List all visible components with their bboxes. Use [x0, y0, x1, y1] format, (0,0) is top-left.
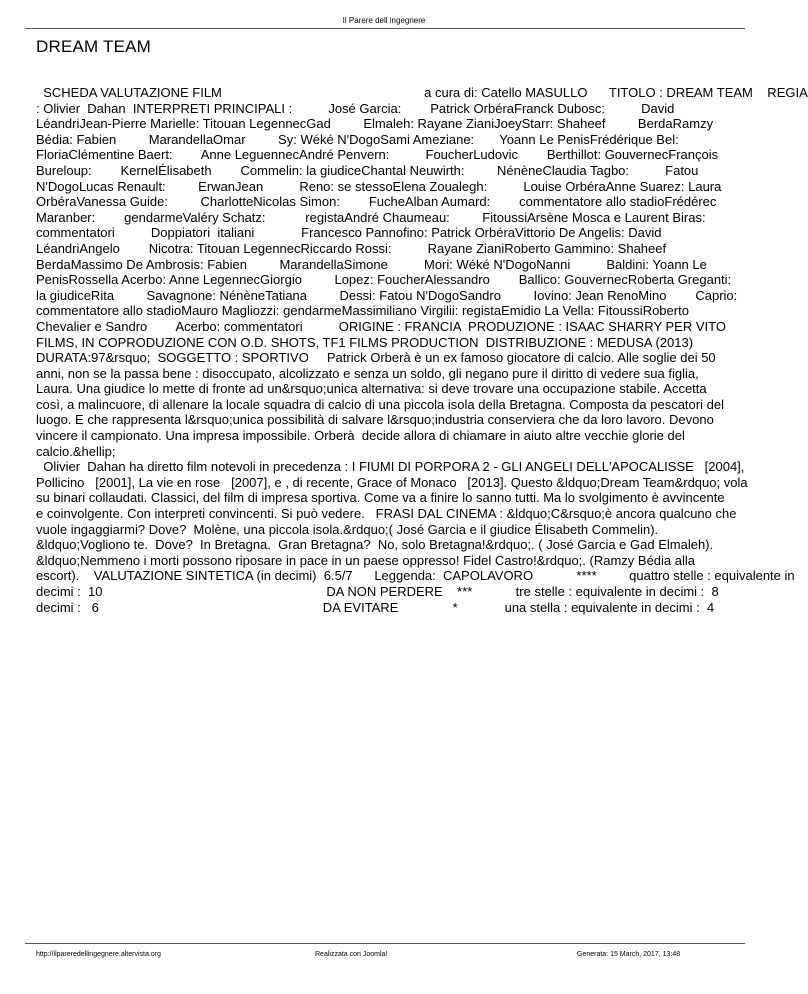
article-title: DREAM TEAM: [36, 37, 152, 56]
article-body: [36, 85, 808, 615]
body-line: e coinvolgente. Con interpreti convincenti. Si può vedere. FRASI DAL CINEMA : &ldquo;C&rsquo;è ancora qualcuno che: [36, 506, 737, 522]
body-line: &ldquo;Vogliono te. Dove? In Bretagna. Gran Bretagna? No, solo Bretagna!&rdquo;. ( José Garcia e Gad Elmaleh).: [36, 537, 714, 553]
body-line: Laura. Una giudice lo mette di fronte ad un&rsquo;unica alternativa: si deve trovare una occupazione stabile. Accetta: [36, 381, 707, 397]
body-line: SCHEDA VALUTAZIONE FILM a cura di: Catello MASULLO TITOLO : DREAM TEAM REGIA: [36, 85, 808, 100]
body-line: Chevalier e Sandro Acerbo: commentatori ORIGINE : FRANCIA PRODUZIONE : ISAAC SHARRY PER VITO: [36, 318, 726, 334]
body-line: Olivier Dahan ha diretto film notevoli in precedenza : I FIUMI DI PORPORA 2 - GLI ANGELI DELL'APOCALISSE [2004],: [36, 459, 745, 475]
body-line: Maranber: gendarmeValéry Schatz: registaAndré Chaumeau: FitoussiArsène Mosca e Laurent Biras:: [36, 209, 706, 225]
body-line: commentatore allo stadioMauro Magliozzi: gendarmeMassimiliano Virgilii: registaEmidio La Vella: FitoussiRoberto: [36, 303, 689, 319]
body-line: escort). VALUTAZIONE SINTETICA (in decimi) 6.5/7 Leggenda: CAPOLAVORO **** quattro stelle : equivalente in: [36, 568, 795, 584]
body-line: Pollicino [2001], La vie en rose [2007], e , di recente, Grace of Monaco [2013]. Questo &ldquo;Dream Team&rdquo; vola: [36, 474, 748, 490]
body-line: calcio.&hellip;: [36, 443, 116, 459]
body-line: la giudiceRita Savagnone: NénèneTatiana Dessi: Fatou N'DogoSandro Iovino: Jean RenoMino Caprio:: [36, 287, 738, 303]
body-line: decimi : 10 DA NON PERDERE *** tre stelle : equivalente in decimi : 8: [36, 584, 719, 599]
body-line: decimi : 6 DA EVITARE * una stella : equivalente in decimi : 4: [36, 599, 715, 615]
body-line: &ldquo;Nemmeno i morti possono riposare in pace in un paese oppresso! Fidel Castro!&rdquo;. (Ramzy Bédia alla: [36, 552, 696, 568]
footer-url[interactable]: http://ilpareredellingegnere.altervista.org: [36, 951, 161, 958]
body-line: Bureloup: KernelÉlisabeth Commelin: la giudiceChantal Neuwirth: NénèneClaudia Tagbo: Fatou: [36, 162, 699, 178]
site-header: Il Parere dell ingegnere: [342, 16, 426, 25]
body-line: luogo. E che rappresenta l&rsquo;unica possibilità di salvare l&rsquo;industria conserviera che da loro lavoro. Devono: [36, 412, 714, 428]
body-line: N'DogoLucas Renault: ErwanJean Reno: se stessoElena Zoualegh: Louise OrbéraAnne Suarez: Laura: [36, 178, 722, 194]
body-line: anni, non se la passa bene : disoccupato, alcolizzato e senza un soldo, gli negano pure il diritto di vedere sua figlia,: [36, 365, 699, 381]
footer-made-with: Realizzata con Joomla!: [315, 951, 388, 958]
body-line: Bédia: Fabien MarandellaOmar Sy: Wéké N'DogoSami Ameziane: Yoann Le PenisFrédérique Bel:: [36, 131, 679, 147]
body-line: FloriaClémentine Baert: Anne LeguennecAndré Penvern: FoucherLudovic Berthillot: GouvernecFrançois: [36, 147, 719, 163]
body-line: FILMS, IN COPRODUZIONE CON O.D. SHOTS, TF1 FILMS PRODUCTION DISTRIBUZIONE : MEDUSA (2013): [36, 334, 694, 350]
body-line: DURATA:97&rsquo; SOGGETTO : SPORTIVO Patrick Orberà è un ex famoso giocatore di calcio. Alle soglie dei 50: [36, 350, 716, 366]
body-line: : Olivier Dahan INTERPRETI PRINCIPALI : José Garcia: Patrick OrbéraFranck Dubosc: David: [36, 100, 675, 116]
footer-generated-date: Generata: 15 March, 2017, 13:48: [577, 951, 681, 958]
body-line: commentatori Doppiatori italiani Francesco Pannofino: Patrick OrbéraVittorio De Angelis: David: [36, 225, 662, 241]
body-line: su binari collaudati. Classici, del film di impresa sportiva. Come va a finire lo sanno tutti. Ma lo svolgimento è avvincente: [36, 490, 725, 506]
body-line: così, a malincuore, di allenare la locale squadra di calcio di una piccola isola della Bretagna. Composta da pescatori del: [36, 396, 724, 412]
footer-divider: [25, 943, 745, 944]
header-divider: [25, 28, 745, 29]
body-line: LéandriAngelo Nicotra: Titouan LegennecRiccardo Rossi: Rayane ZianiRoberto Gammino: Shaheef: [36, 240, 667, 256]
body-line: OrbéraVanessa Guide: CharlotteNicolas Simon: FucheAlban Aumard: commentatore allo stadioFrédérec: [36, 194, 717, 210]
body-line: LéandriJean-Pierre Marielle: Titouan LegennecGad Elmaleh: Rayane ZianiJoeyStarr: Shaheef BerdaRamzy: [36, 116, 714, 132]
body-line: BerdaMassimo De Ambrosis: Fabien MarandellaSimone Mori: Wéké N'DogoNanni Baldini: Yoann Le: [36, 256, 707, 272]
body-line: PenisRossella Acerbo: Anne LegennecGiorgio Lopez: FoucherAlessandro Ballico: GouvernecRoberta Greganti:: [36, 272, 732, 288]
body-line: vuole ingaggiarmi? Dove? Molène, una piccola isola.&rdquo;( José Garcia e il giudice Élisabeth Commelin).: [36, 521, 659, 537]
body-line: vincere il campionato. Una impresa impossibile. Orberà decide allora di chiamare in aiuto altre vecchie glorie del: [36, 428, 685, 444]
